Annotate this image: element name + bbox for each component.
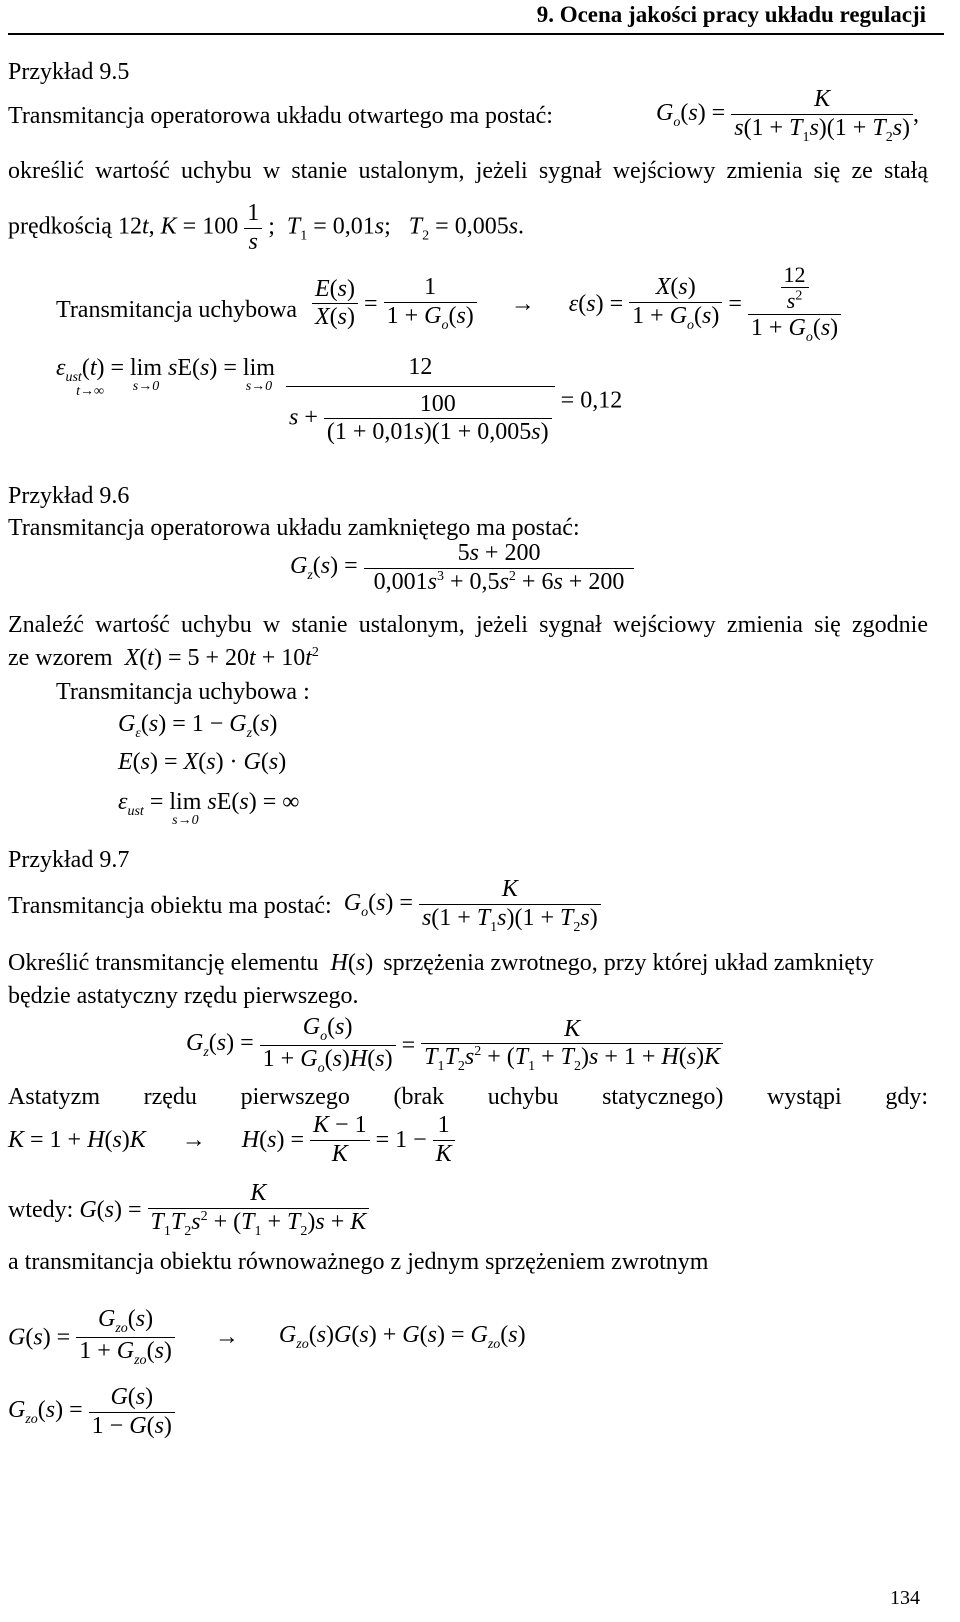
example-9-7-gzo-formula: $G_{zo}(s)$ = $\frac{G(s)}{1 - G(s)}$	[8, 1384, 175, 1440]
line3-start: prędkością 12	[8, 213, 142, 240]
example-9-6-line2: Znaleźć wartość uchybu w stanie ustalonym, jeżeli sygnał wejściowy zmienia się zgodnie	[8, 612, 928, 638]
example-9-7-line4: Astatyzm rzędu pierwszego (brak uchybu statycznego) wystąpi gdy:	[8, 1084, 928, 1110]
example-9-5-go-formula: $G_o(s)$ = $\frac{K}{s(1 + T_1s)(1 + T_2s)}$ ,	[656, 86, 920, 145]
example-9-5-error-tf-formula: $\frac{E(s)}{X(s)}$ = $\frac{1}{1 + G_o(s)}$ → ε(s) = $\frac{X(s)}{1 + G_o(s)}$ = $\frac{\frac{12}{s^2}}{1 + G_o(s)}$	[312, 262, 841, 345]
example-9-5-steady-fraction: 12 s + $\frac{100}{(1 + 0,01s)(1 + 0,005s)}$ = 0,12	[286, 354, 622, 447]
example-9-5-error-tf-label: Transmitancja uchybowa	[56, 297, 298, 323]
steady-result: 0,12	[580, 387, 623, 414]
line1-text: Transmitancja obiektu ma postać:	[8, 892, 332, 919]
example-9-5-params-line: prędkością 12t, K = 100 $\frac{1}{s}$ ; $T_1 = 0,01s$; $T_2 = 0,005s$.	[8, 200, 525, 255]
example-9-7-title: Przykład 9.7	[8, 847, 130, 873]
example-9-7-k-formula: K = 1 + H(s)K → H(s) = $\frac{K - 1}{K}$ = 1 − $\frac{1}{K}$	[8, 1112, 455, 1168]
example-9-6-e-formula: E(s) = X(s) · G(s)	[118, 749, 287, 775]
example-9-7-line2: Określić transmitancję elementu H(s) sprzężenia zwrotnego, przy której układ zamknięty	[8, 950, 874, 976]
page-number: 134	[890, 1587, 920, 1609]
example-9-5-line2: określić wartość uchybu w stanie ustalonym, jeżeli sygnał wejściowy zmienia się ze stałą	[8, 158, 928, 184]
line2-end-text: sprzężenia zwrotnego, przy której układ zamknięty	[383, 950, 874, 976]
example-9-7-g-formula: wtedy: G(s) = $\frac{K}{T_1T_2s^2 + (T_1 + T_2)s + K}$	[8, 1180, 369, 1239]
example-9-7-equiv-formula: G(s) = $\frac{G_{zo}(s)}{1 + G_{zo}(s)}$ → $G_{zo}(s)G(s) + G(s) = G_{zo}(s)$	[8, 1306, 526, 1368]
example-9-5-line1: Transmitancja operatorowa układu otwartego ma postać:	[8, 103, 553, 129]
example-9-7-gz-formula: $G_z(s)$ = $\frac{G_o(s)}{1 + G_o(s)H(s)}$ = $\frac{K}{T_1T_2s^2 + (T_1 + T_2)s + 1 + H(s)K}$	[186, 1014, 723, 1077]
example-9-5-steady-state-formula: $\varepsilon_{ust}(t)$ = t→∞ lim s→0 sE(s) = lim s→0	[56, 355, 275, 399]
line3-text: ze wzorem	[8, 645, 113, 671]
example-9-7-line5: a transmitancja obiektu równoważnego z jednym sprzężeniem zwrotnym	[8, 1249, 709, 1275]
example-9-6-title: Przykład 9.6	[8, 483, 130, 509]
example-9-6-steady-formula: $\varepsilon_{ust}$ = lim s→0 sE(s) = ∞	[118, 789, 300, 828]
example-9-6-gz-formula: $G_z(s)$ = $\frac{5s + 200}{0,001s^3 + 0,5s^2 + 6s + 200}$	[290, 540, 634, 596]
example-9-6-line1: Transmitancja operatorowa układu zamkniętego ma postać:	[8, 515, 580, 541]
example-9-6-error-tf-label: Transmitancja uchybowa :	[56, 679, 310, 705]
then-label: wtedy:	[8, 1196, 74, 1223]
chapter-title: 9. Ocena jakości pracy układu regulacji	[536, 2, 926, 27]
example-9-7-line3: będzie astatyczny rzędu pierwszego.	[8, 983, 359, 1009]
example-9-6-line3: ze wzorem $X(t) = 5 + 20t + 10t^2$	[8, 645, 319, 671]
header-rule	[8, 33, 944, 35]
line2-text: Określić transmitancję elementu	[8, 950, 319, 976]
example-9-7-line1: Transmitancja obiektu ma postać: $G_o(s)$ = $\frac{K}{s(1 + T_1s)(1 + T_2s)}$	[8, 876, 601, 935]
example-9-6-g-eps-formula: $G_\varepsilon(s) = 1 - G_z(s)$	[118, 711, 278, 741]
example-9-5-title: Przykład 9.5	[8, 59, 130, 85]
